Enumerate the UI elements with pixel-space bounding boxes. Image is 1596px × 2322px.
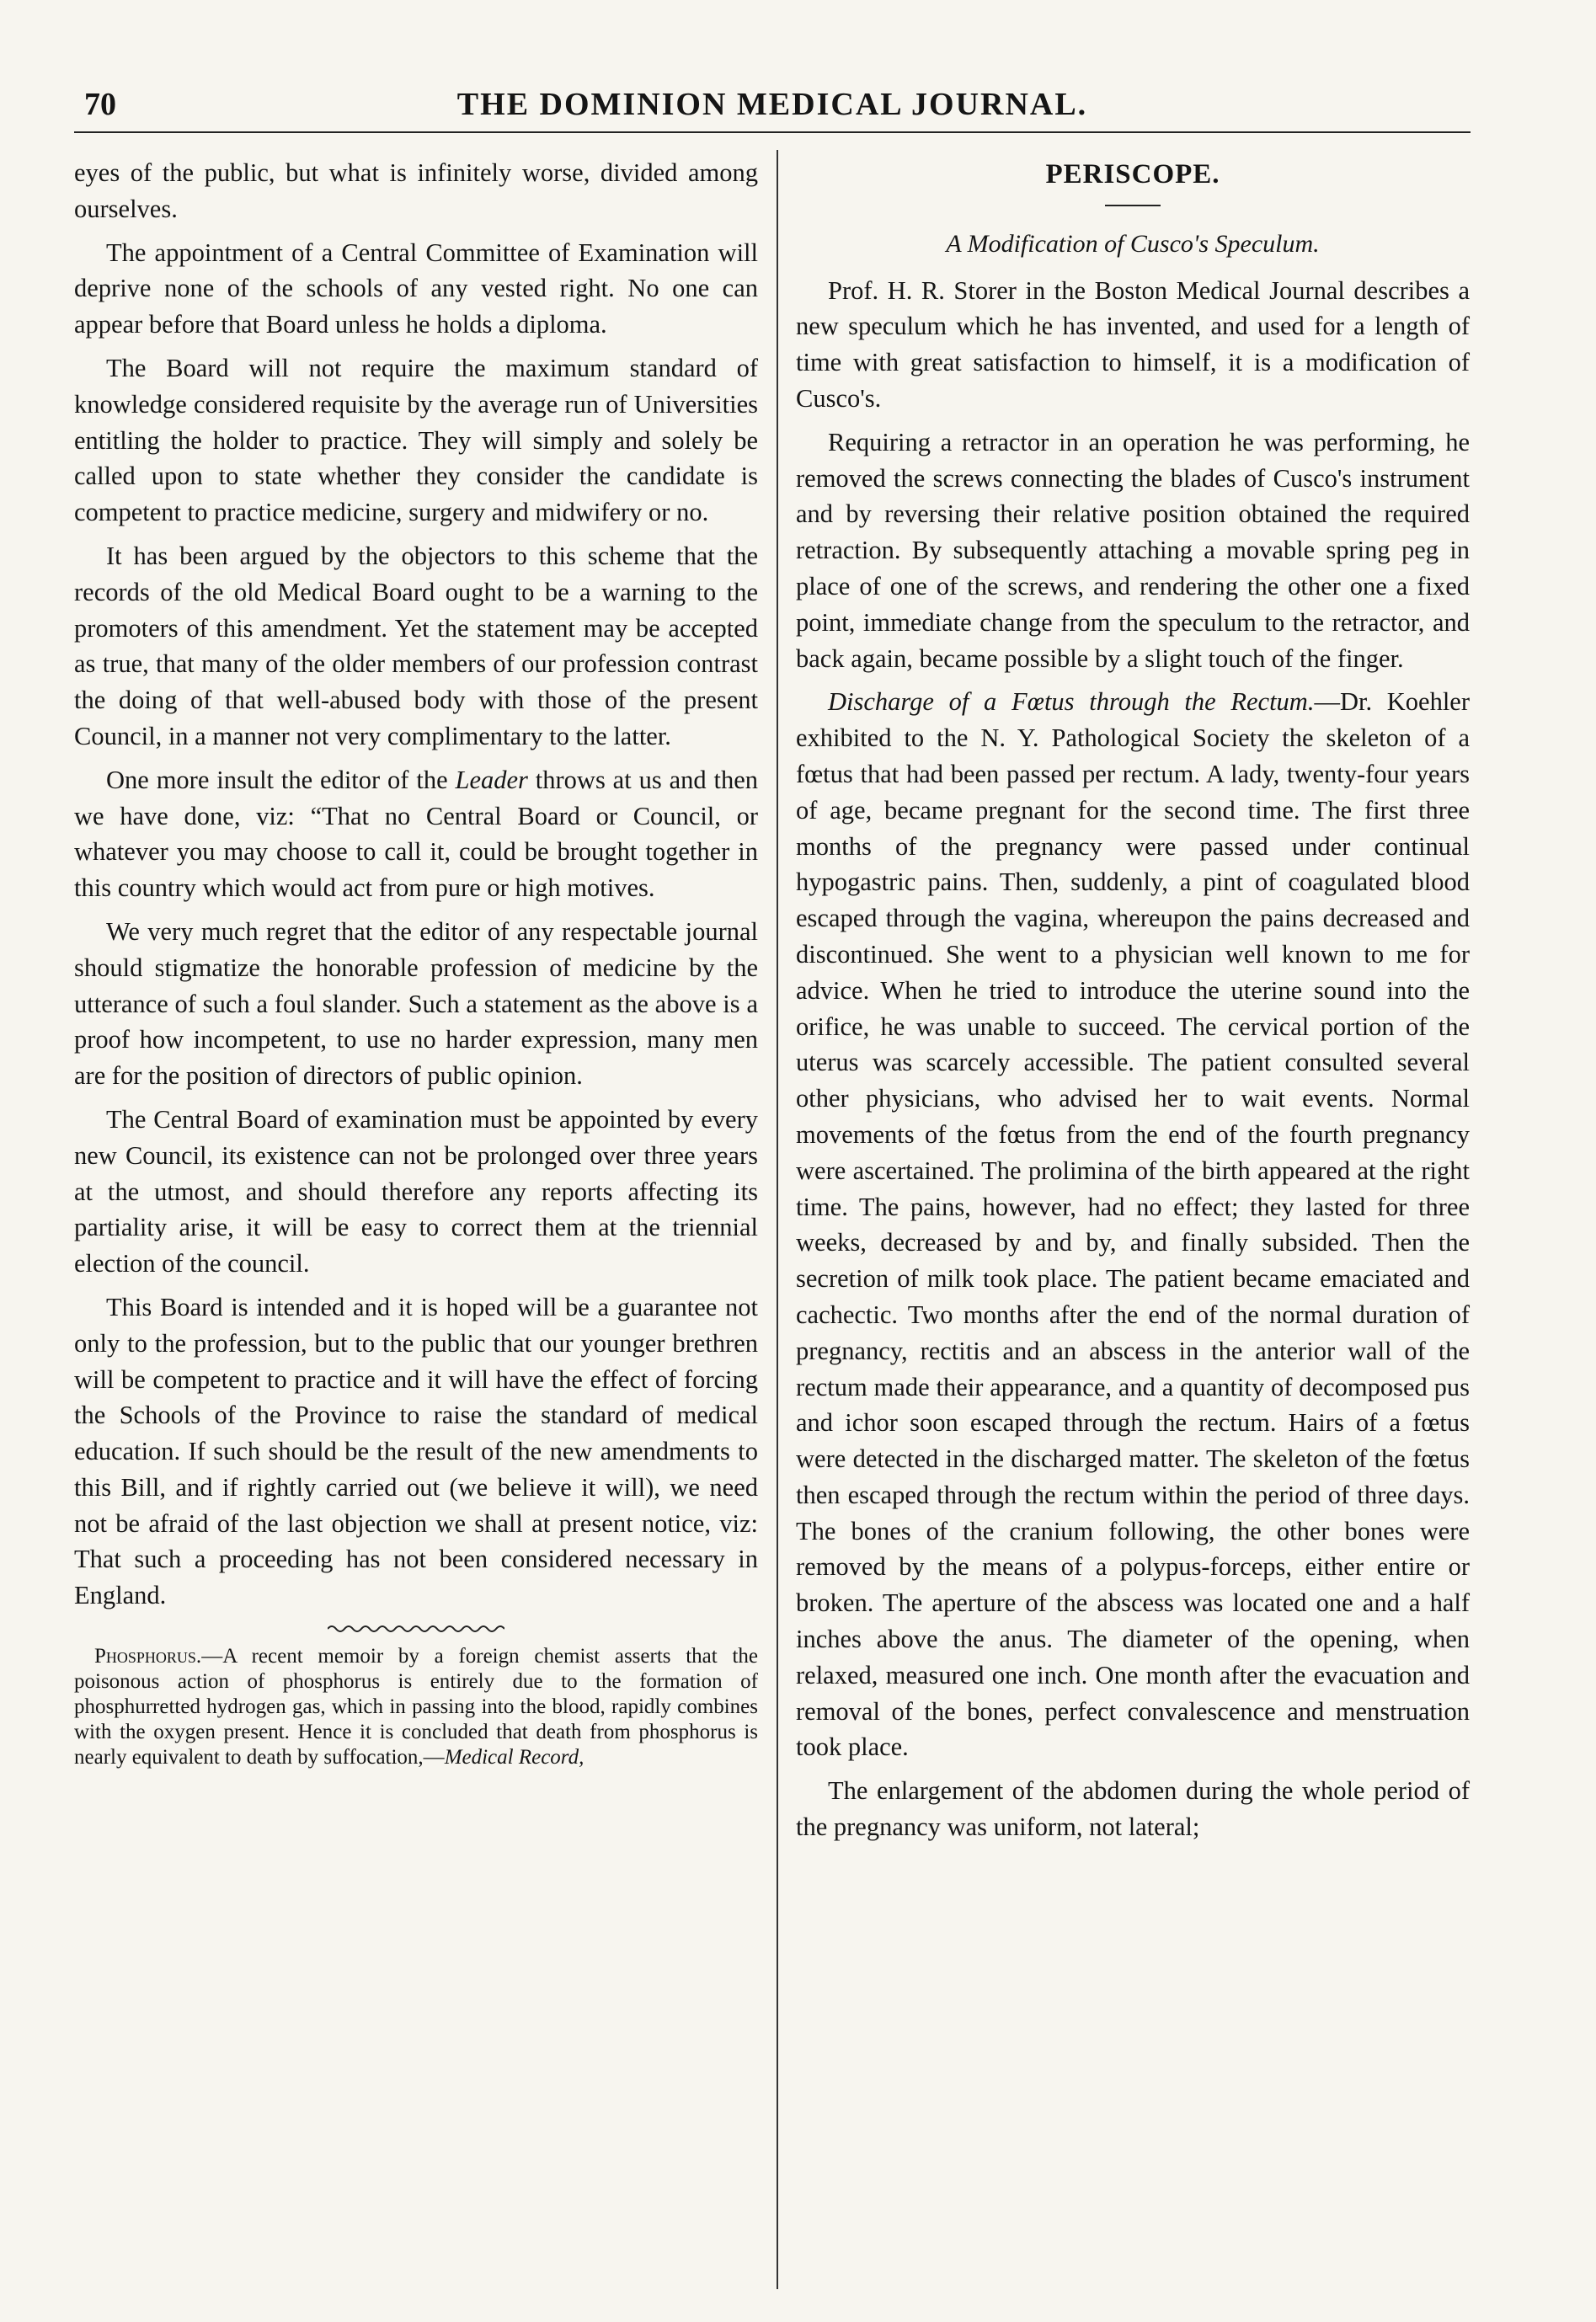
paragraph-text: throws at us and then we have done, viz: “That no Central Board or Council, or whatever you may choose to call it, could be brought together in this country which would act from pure or high motives. <box>74 765 758 903</box>
paragraph: It has been argued by the objectors to this scheme that the records of the old Medical Board ought to be a warning to the promoters of this amendment. Yet the statement may be accepted as true, that many of the older members of our profession contrast the doing of that well-abused body with those of the present Council, in a manner not very complimentary to the latter. <box>74 541 758 750</box>
wavy-divider-icon <box>328 1622 504 1636</box>
paragraph: This Board is intended and it is hoped will be a guarantee not only to the profession, but to the public that our younger brethren will be competent to practice and it will have the effect of forcing the Schools of the Province to raise the standard of medical education. If such should be the result of the new amendments to this Bill, and if rightly carried out (we believe it will), we need not be afraid of the last objection we shall at present notice, viz: That such a proceeding has not been considered necessary in England. <box>74 1292 758 1610</box>
paragraph-discharge <box>796 684 1470 1765</box>
paragraph-text: One more insult the editor of the <box>106 765 456 794</box>
article-title-inline: Discharge of a Fœtus through the Rectum. <box>828 687 1315 717</box>
left-column <box>74 155 758 1770</box>
paragraph: We very much regret that the editor of any respectable journal should stigmatize the honorable profession of medicine by the utterance of such a foul slander. Such a statement as the above is a proof how incompetent, to use no harder expression, many men are for the position of directors of public opinion. <box>74 916 758 1091</box>
journal-title: THE DOMINION MEDICAL JOURNAL. <box>456 87 1088 122</box>
footnote-text: —A recent memoir by a foreign chemist asserts that the poisonous action of phosphorus is entirely due to the formation of phosphurretted hydrogen gas, which in passing into the blood, rapidly combines with the oxygen present. Hence it is concluded that death from phosphorus is nearly equivalent to death by suffocation,— <box>74 1645 758 1770</box>
paragraph-text: —Dr. Koehler exhibited to the N. Y. Pathological Society the skeleton of a fœtus that had been passed per rectum. A lady, twenty-four years of age, became pregnant for the second time. The first three months of the pregnancy were passed under continual hypogastric pains. Then, suddenly, a pint of coagulated blood escaped through the vagina, whereupon the pains decreased and discontinued. She went to a physician well known to me for advice. When he tried to introduce the uterine sound into the orifice, he was unable to succeed. The cervical portion of the uterus was scarcely accessible. The patient consulted several other physicians, who advised her to wait events. Normal movements of the fœtus from the end of the fourth pregnancy were ascertained. The prolimina of the birth appeared at the right time. The pains, however, had no effect; they lasted for three weeks, decreased by and by, and finally subsided. Then the secretion of milk took place. The patient became emaciated and cachectic. Two months after the end of the normal duration of pregnancy, rectitis and an abscess in the anterior wall of the rectum made their appearance, and a quantity of decomposed pus and ichor soon escaped through the rectum. Hairs of a fœtus were detected in the discharged matter. The skeleton of the fœtus then escaped through the rectum within the period of three days. The bones of the cranium following, the other bones were removed by the means of a polypus-forceps, either entire or broken. The aperture of the abscess was located one and a half inches above the anus. The diameter of the opening, when relaxed, measured one inch. One month after the evacuation and removal of the bones, perfect convalescence and menstruation took place. <box>796 687 1471 1762</box>
page-number: 70 <box>84 87 116 122</box>
section-heading: PERISCOPE. <box>1045 159 1220 189</box>
article-subheading: A Modification of Cusco's Speculum. <box>946 229 1320 258</box>
paragraph: The appointment of a Central Committee of Examination will deprive none of the schools of any vested right. No one can appear before that Board unless he holds a diploma. <box>74 238 758 339</box>
paragraph: Requiring a retractor in an operation he was performing, he removed the screws connecting the blades of Cusco's instrument and by reversing their relative position obtained the required retraction. By subsequently attaching a movable spring peg in place of one of the screws, and rendering the other one a fixed point, immediate change from the speculum to the retractor, and back again, became possible by a slight touch of the finger. <box>796 427 1470 673</box>
paragraph: The enlargement of the abdomen during the whole period of the pregnancy was uniform, not lateral; <box>796 1776 1470 1842</box>
newspaper-name: Leader <box>455 765 528 794</box>
paragraph: The Board will not require the maximum standard of knowledge considered requisite by the average run of Universities entitling the holder to practice. They will simply and solely be called upon to state whether they consider the candidate is competent to practice medicine, surgery and midwifery or no. <box>74 353 758 527</box>
paragraph-leader <box>74 762 758 906</box>
paragraph: Prof. H. R. Storer in the Boston Medical Journal describes a new speculum which he has invented, and used for a length of time with great satisfaction to himself, it is a modification of Cusco's. <box>796 275 1470 413</box>
page-header <box>74 81 1471 133</box>
footnote-phosphorus <box>74 1644 758 1770</box>
footnote-heading: Phosphorus. <box>94 1645 202 1668</box>
footnote-source: Medical Record, <box>444 1746 584 1770</box>
right-column <box>796 155 1470 1853</box>
column-divider <box>777 150 778 2289</box>
heading-rule <box>1105 205 1161 206</box>
paragraph: The Central Board of examination must be appointed by every new Council, its existence can not be prolonged over three years at the utmost, and should therefore any reports affecting its partiality arise, it will be easy to correct them at the triennial election of the council. <box>74 1104 758 1278</box>
paragraph: eyes of the public, but what is infinitely worse, divided among ourselves. <box>74 158 758 223</box>
